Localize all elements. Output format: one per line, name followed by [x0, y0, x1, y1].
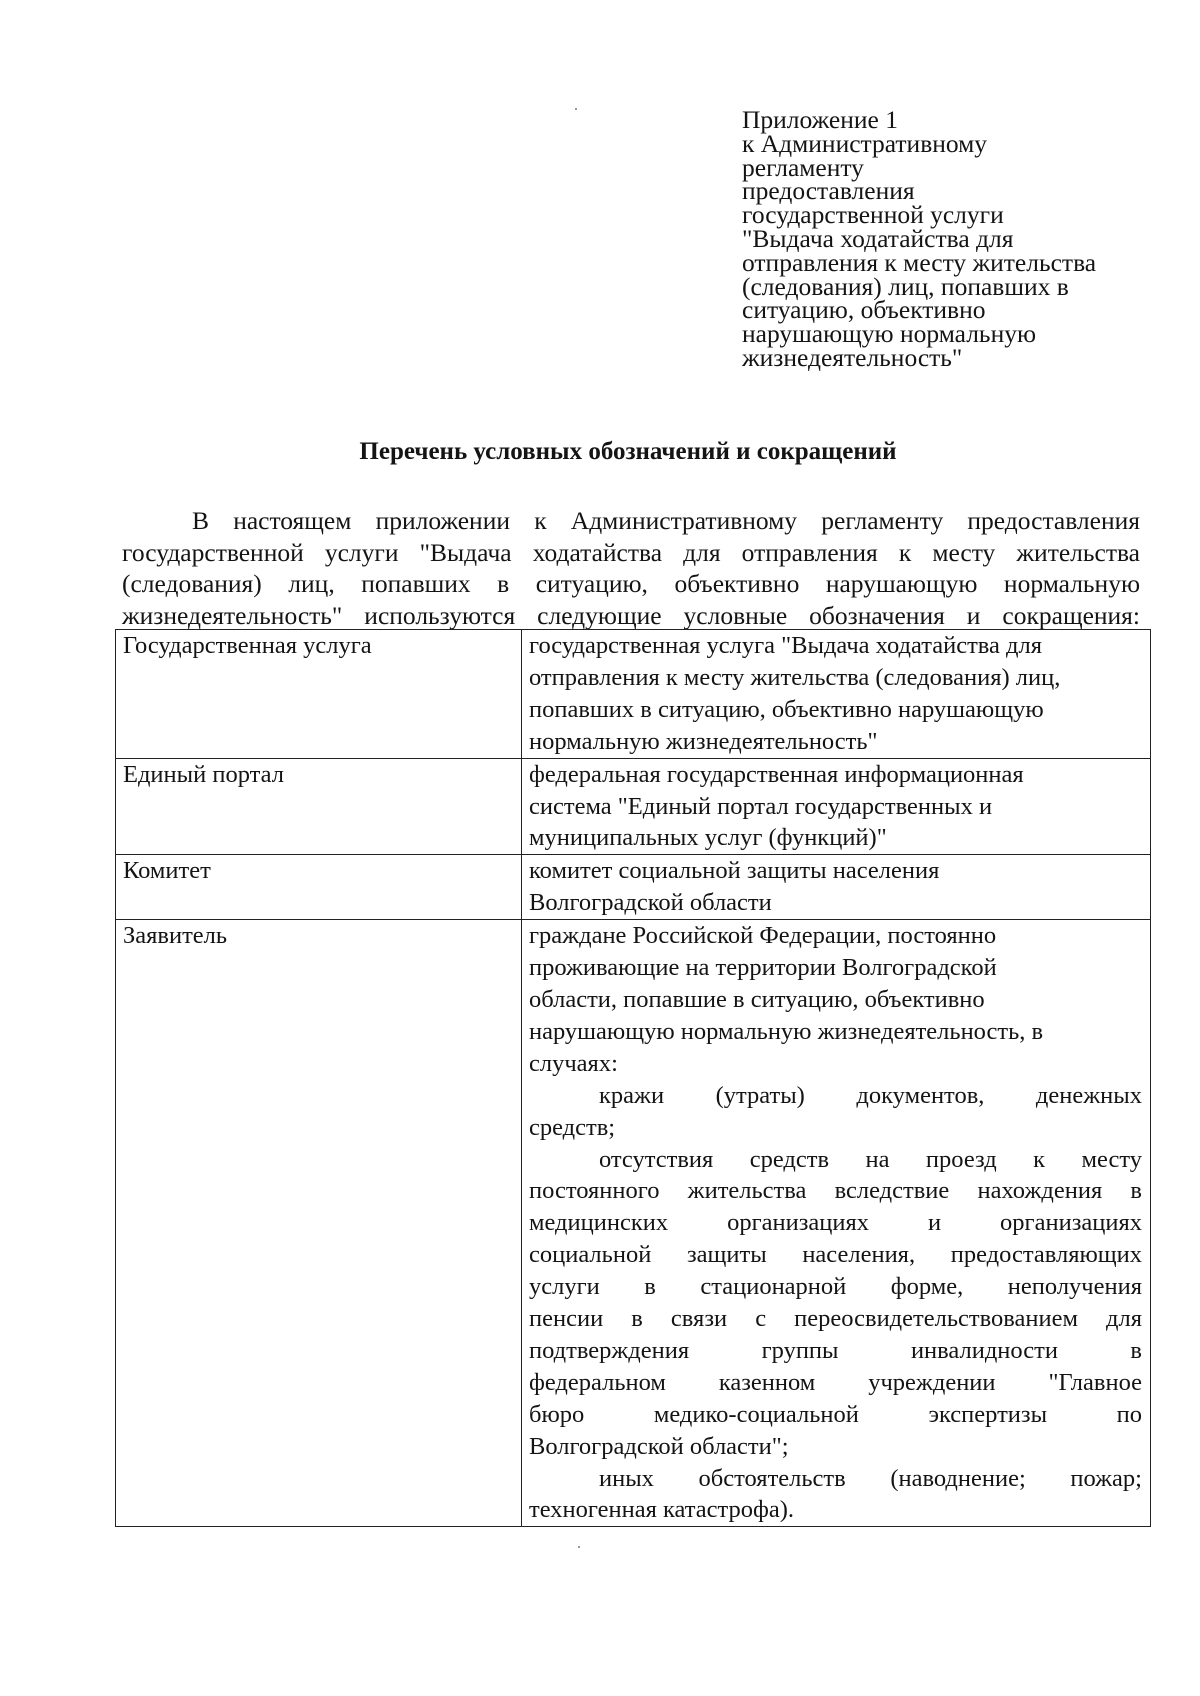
table-row [116, 758, 1151, 855]
appendix-line: Приложение 1 [742, 105, 898, 134]
appendix-line: жизнедеятельность" [742, 342, 963, 372]
abbreviations-table [115, 629, 1151, 1527]
definition-line: медицинских организациях и организациях [529, 1209, 1142, 1237]
appendix-line: (следования) лиц, попавших в [742, 271, 1069, 301]
definition-line: Волгоградской области"; [529, 1432, 789, 1460]
appendix-line: государственной услуги [742, 200, 1004, 230]
definition-line: услуги в стационарной форме, неполучения [529, 1273, 1142, 1301]
term-cell: Комитет [116, 855, 522, 920]
definition-line: постоянного жительства вследствие нахождения в [529, 1177, 1142, 1205]
definition-line: граждане Российской Федерации, постоянно [529, 922, 997, 950]
intro-line: государственной услуги "Выдача ходатайства для отправления к месту жительства [122, 537, 1140, 567]
intro-line: жизнедеятельность" используются следующие условные обозначения и сокращения: [122, 600, 1140, 630]
definition-cell [522, 630, 1151, 759]
appendix-line: к Административному [742, 128, 988, 158]
definition-line: попавших в ситуацию, объективно нарушающую [529, 695, 1044, 723]
table-row [116, 630, 1151, 759]
definition-line: Волгоградской области [529, 889, 772, 917]
definition-line: кражи (утраты) документов, денежных [599, 1081, 1142, 1109]
table-row [116, 855, 1151, 920]
appendix-header [742, 105, 1172, 372]
definition-line: федеральная государственная информационная [529, 760, 1024, 788]
definition-line: система "Единый портал государственных и [529, 792, 993, 820]
definition-line: комитет социальной защиты населения [529, 857, 940, 885]
definition-line: федеральном казенном учреждении "Главное [529, 1368, 1142, 1396]
definition-line: подтверждения группы инвалидности в [529, 1336, 1142, 1364]
definition-cell [522, 855, 1151, 920]
appendix-line: предоставления [742, 176, 915, 206]
definition-cell [522, 920, 1151, 1527]
definition-line: техногенная катастрофа). [529, 1496, 795, 1524]
intro-paragraph [122, 505, 1140, 631]
definition-line: социальной защиты населения, предоставляющих [529, 1241, 1142, 1269]
intro-line: (следования) лиц, попавших в ситуацию, объективно нарушающую нормальную [122, 569, 1140, 598]
definition-line: муниципальных услуг (функций)" [529, 824, 887, 852]
definition-line: области, попавшие в ситуацию, объективно [529, 985, 985, 1013]
appendix-line: "Выдача ходатайства для [742, 223, 1014, 253]
scan-speck [578, 1546, 580, 1548]
definition-cell [522, 758, 1151, 855]
intro-line: В настоящем приложении к Административному регламенту предоставления [192, 506, 1140, 535]
definition-line: иных обстоятельств (наводнение; пожар; [599, 1464, 1142, 1492]
definition-line: проживающие на территории Волгоградской [529, 954, 997, 982]
definition-line: отсутствия средств на проезд к месту [599, 1145, 1142, 1173]
appendix-line: отправления к месту жительства [742, 247, 1097, 277]
definition-line: средств; [529, 1113, 616, 1141]
definition-line: случаях: [529, 1049, 618, 1077]
scan-speck [575, 108, 577, 110]
term-cell: Государственная услуга [116, 630, 522, 759]
definition-line: пенсии в связи с переосвидетельствованием для [529, 1305, 1142, 1333]
table-row [116, 920, 1151, 1527]
appendix-line: ситуацию, объективно [742, 295, 986, 325]
appendix-line: регламенту [742, 152, 864, 182]
definition-line: государственная услуга "Выдача ходатайства для [529, 632, 1042, 659]
definition-line: отправления к месту жительства (следования) лиц, [529, 663, 1061, 691]
definition-line: бюро медико-социальной экспертизы по [529, 1400, 1142, 1428]
term-cell: Заявитель [116, 920, 522, 1527]
definition-line: нарушающую нормальную жизнедеятельность, в [529, 1017, 1044, 1045]
document-title: Перечень условных обозначений и сокращений [359, 438, 897, 465]
appendix-line: нарушающую нормальную [742, 319, 1037, 349]
definition-line: нормальную жизнедеятельность" [529, 727, 878, 755]
term-cell: Единый портал [116, 758, 522, 855]
